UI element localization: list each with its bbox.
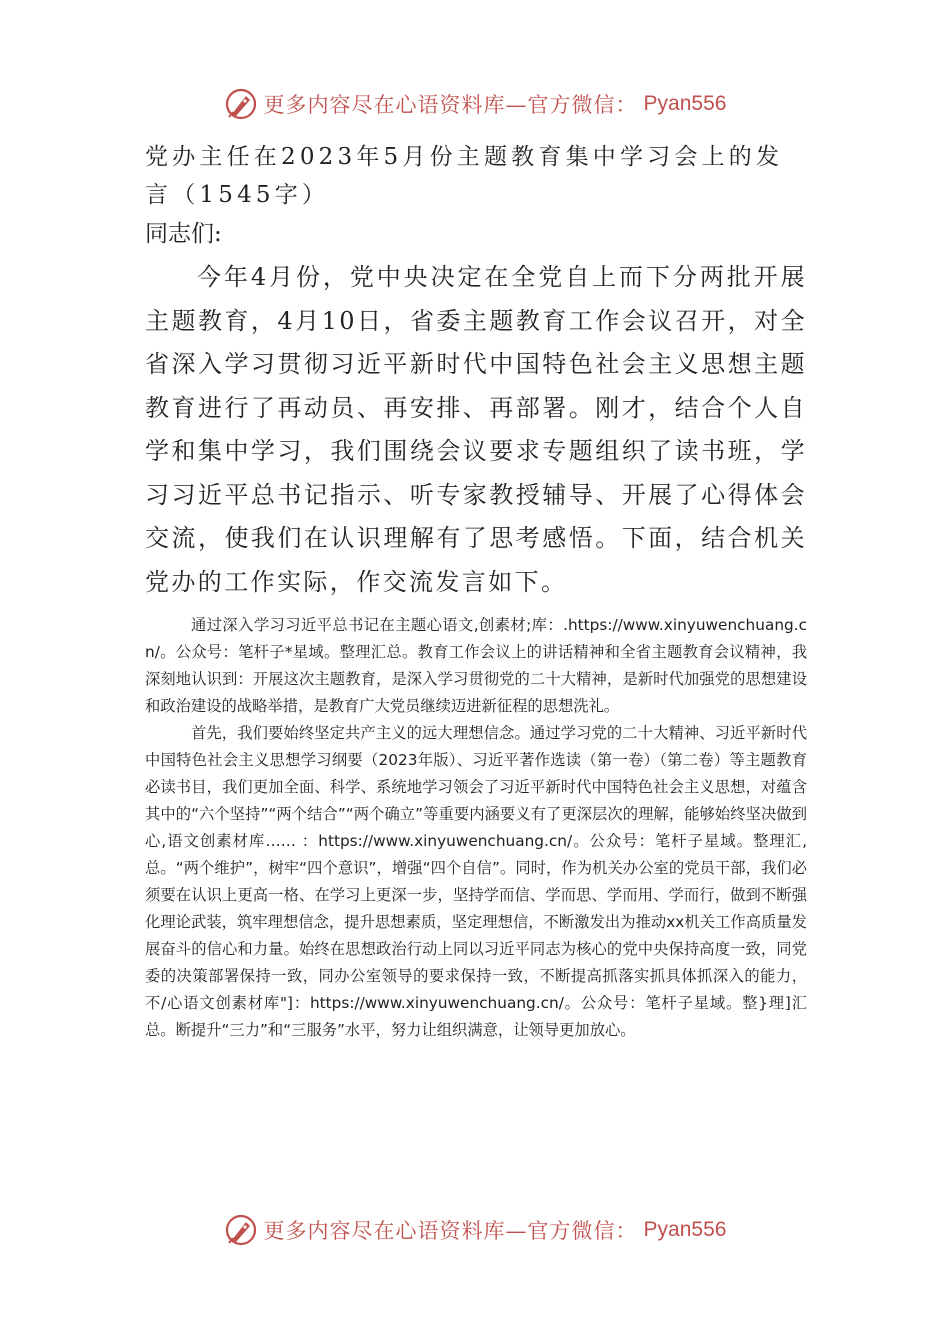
pen-nib-logo-icon: [224, 1213, 258, 1247]
body-paragraph-1: 通过深入学习习近平总书记在主题心语文,创素材;库：.https://www.xinyuwenchuang.cn/。公众号：笔杆子*星域。整理汇总。教育工作会议上的讲话精神和全省主题教育会议精神，我深刻地认识到：开展这次主题教育，是深入学习贯彻党的二十大精神，是新时代加强党的思想建设和政治建设的战略举措，是教育广大党员继续迈进新征程的思想洗礼。: [145, 616, 807, 715]
lead-paragraph: 今年4月份，党中央决定在全党自上而下分两批开展主题教育，4月10日，省委主题教育工作会议召开，对全省深入学习贯彻习近平新时代中国特色社会主义思想主题教育进行了再动员、再安排、再部署。刚才，结合个人自学和集中学习，我们围绕会议要求专题组织了读书班，学习习近平总书记指示、听专家教授辅导、开展了心得体会交流，使我们在认识理解有了思考感悟。下面，结合机关党办的工作实际，作交流发言如下。: [145, 263, 807, 596]
banner-wechat-id: Pyan556: [643, 1218, 727, 1241]
body-paragraph-2: 首先，我们要始终坚定共产主义的远大理想信念。通过学习党的二十大精神、习近平新时代中国特色社会主义思想学习纲要（2023年版）、习近平著作选读（第一卷）（第二卷）等主题教育必读书目，我们更加全面、科学、系统地学习领会了习近平新时代中国特色社会主义思想，对蕴含其中的“六个坚持”“两个结合”“两个确立”等重要内涵要义有了更深层次的理解，能够始终坚决做到心,语文创素材库…… ：https://www.xinyuwenchuang.cn/。公众号：笔杆子星域。整理汇,总。“两个维护”，树牢“四个意识”，增强“四个自信”。同时，作为机关办公室的党员干部，我们必须要在认识上更高一格、在学习上更深一步，坚持学而信、学而思、学而用、学而行，做到不断强化理论武装，筑牢理想信念，提升思想素质，坚定理想信，不断激发出为推动xx机关工作高质量发展奋斗的信心和力量。始终在思想政治行动上同以习近平同志为核心的党中央保持高度一致，同党委的决策部署保持一致，同办公室领导的要求保持一致，不断提高抓落实抓具体抓深入的能力，不/心语文创素材库"]：https://www.xinyuwenchuang.cn/。公众号：笔杆子星域。整}理]汇总。断提升“三力”和“三服务”水平，努力让组织满意，让领导更加放心。: [145, 724, 807, 1039]
banner-text: 更多内容尽在心语资料库—官方微信：: [263, 93, 638, 117]
footer-banner: [0, 1210, 950, 1250]
banner-wechat-id: Pyan556: [643, 92, 727, 115]
pen-nib-logo-icon: [224, 87, 258, 121]
document-title: 党办主任在2023年5月份主题教育集中学习会上的发言（1545字）: [145, 144, 784, 208]
banner-text: 更多内容尽在心语资料库—官方微信：: [263, 1219, 638, 1243]
document-body: [145, 138, 807, 1044]
header-banner: [0, 84, 950, 124]
greeting: 同志们:: [145, 221, 222, 247]
